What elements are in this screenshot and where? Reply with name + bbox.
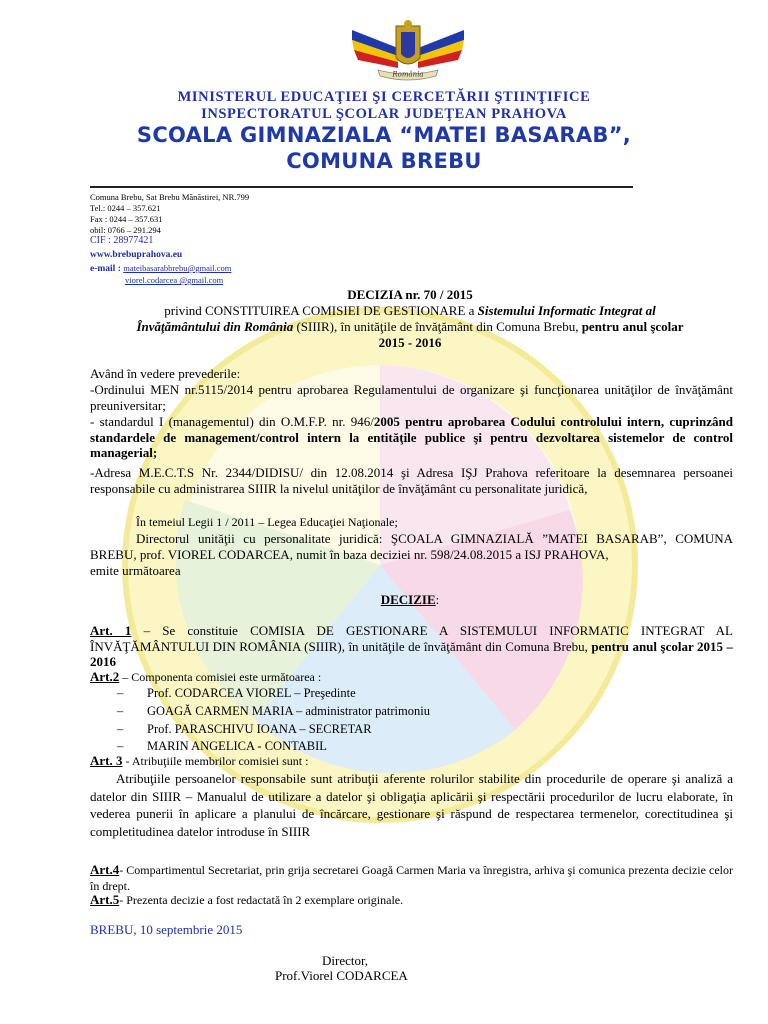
member-2-text: GOAGĂ CARMEN MARIA – administrator patrimoniu [147, 704, 430, 718]
paragraph-5: Directorul unităţii cu personalitate juridică: ŞCOALA GIMNAZIALĂ ”MATEI BASARAB”, COMUNA BREBU, prof. VIOREL CODARCEA, numit în baza deciziei nr. 598/24.08.2015 a ISJ PRAHOVA, [90, 531, 733, 562]
website-link[interactable]: www.brebuprahova.eu [90, 250, 183, 260]
header-divider [90, 186, 633, 188]
subtitle-italic-2: Învăţământului din România [136, 319, 294, 334]
decizie-colon: : [435, 592, 440, 607]
romania-crest-logo [348, 18, 468, 88]
art1-label: Art. 1 [90, 623, 132, 638]
inspectorate-name: INSPECTORATUL ŞCOLAR JUDEŢEAN PRAHOVA [201, 106, 567, 122]
art3-text: - Atribuţiile membrilor comisiei sunt : [122, 754, 309, 768]
article-3-body: Atribuţiile persoanelor responsabile sunt atribuţii aferente rolurilor stabilite din procedurile de operare şi analiză a datelor din SIIIR – Manualul de utilizare a datelor şi obligaţia aplicării şi respectării procedurilor de lucru elaborate, în vederea punerii în aplicare a planului de încărcare, gestionare şi răspund de respectarea termenelor, corectitudinea şi completitudinea datelor introduse în SIIIR [90, 771, 733, 839]
art5-text: - Prezenta decizie a fost redactată în 2 exemplare originale. [119, 893, 404, 907]
article-4 [90, 862, 733, 894]
decision-title: DECIZIA nr. 70 / 2015 [347, 287, 473, 302]
member-3-text: Prof. PARASCHIVU IOANA – SECRETAR [147, 722, 372, 736]
school-name-line1: SCOALA GIMNAZIALA “MATEI BASARAB”, [136, 123, 632, 147]
member-1: – Prof. CODARCEA VIOREL – Preşedinte [117, 686, 356, 700]
paragraph-2 [90, 414, 733, 461]
p2-text: - standardul I (managementul) din O.M.F.P. nr. 946/ [90, 414, 374, 429]
decision-subtitle-1 [90, 303, 730, 319]
member-1-text: Prof. CODARCEA VIOREL – Preşedinte [147, 686, 356, 700]
art1-bold: pentru anul şcolar 2015 – 2016 [90, 638, 734, 669]
email-row [90, 263, 231, 274]
member-4: – MARIN ANGELICA - CONTABIL [117, 739, 327, 753]
p2-bold: 2005 pentru aprobarea Codului controlului intern, cuprinzând standardele de management/control intern la entităţile publice şi pentru dezvoltarea sistemelor de control managerial; [90, 414, 733, 460]
svg-text:România: România [392, 70, 424, 79]
subtitle-text-2: (SIIIR), în unităţile de învăţământ din Comuna Brebu, [293, 319, 582, 334]
email-link-1[interactable]: mateibasarabbrebu@gmail.com [123, 263, 232, 273]
subtitle-italic: Sistemului Informatic Integrat al [477, 303, 656, 318]
art5-label: Art.5 [90, 892, 120, 907]
fax: Fax : 0244 – 357.631 [90, 214, 163, 224]
paragraph-6: emite următoarea [90, 563, 181, 578]
art2-text: – Componenta comisiei este următoarea : [119, 670, 322, 684]
email-label: e-mail : [90, 264, 121, 274]
member-4-text: MARIN ANGELICA - CONTABIL [147, 739, 327, 753]
article-1 [90, 623, 733, 670]
decizie-word: DECIZIE [380, 592, 436, 607]
place-date: BREBU, 10 septembrie 2015 [90, 922, 243, 937]
art3-label: Art. 3 [90, 753, 123, 768]
director-label: Director, [322, 953, 369, 968]
paragraph-4: În temeiul Legii 1 / 2011 – Legea Educaţiei Naţionale; [136, 515, 398, 529]
decision-subtitle-2 [90, 319, 730, 335]
school-name-line2: COMUNA BREBU [286, 149, 482, 173]
member-3: – Prof. PARASCHIVU IOANA – SECRETAR [117, 722, 372, 736]
article-2 [90, 669, 733, 686]
article-5 [90, 892, 733, 909]
decision-year: 2015 - 2016 [378, 335, 442, 350]
decision-heading [90, 592, 730, 608]
address: Comuna Brebu, Sat Brebu Mănăstirei, NR.799 [90, 192, 250, 202]
tel: Tel.: 0244 – 357.621 [90, 203, 161, 213]
paragraph-3: -Adresa M.E.C.T.S Nr. 2344/DIDISU/ din 12.08.2014 şi Adresa IŞJ Prahova referitoare la desemnarea persoanei responsabile cu administrarea SIIIR la nivelul unităţilor de învăţământ cu personalitate juridică, [90, 465, 733, 496]
ministry-name: MINISTERUL EDUCAŢIEI ŞI CERCETĂRII ŞTIINŢIFICE [177, 89, 591, 105]
member-2: – GOAGĂ CARMEN MARIA – administrator patrimoniu [117, 704, 430, 718]
art2-label: Art.2 [90, 669, 120, 684]
paragraph-1: -Ordinului MEN nr.5115/2014 pentru aprobarea Regulamentului de organizare şi funcţionarea unităţilor de învăţământ preuniversitar; [90, 382, 733, 413]
art4-text: - Compartimentul Secretariat, prin grija secretarei Goagă Carmen Maria va înregistra, arhiva şi comunica prezenta decizie celor în drept. [90, 863, 733, 893]
art4-label: Art.4 [90, 862, 120, 877]
intro: Având în vedere prevederile: [90, 366, 241, 381]
subtitle-bold: pentru anul şcolar [581, 319, 684, 334]
mobile: obil: 0766 – 291.294 [90, 225, 161, 235]
director-name: Prof.Viorel CODARCEA [275, 968, 408, 983]
art1-text: – Se constituie COMISIA DE GESTIONARE A SISTEMULUI INFORMATIC INTEGRAT AL ÎNVĂŢĂMÂNTULUI DIN ROMÂNIA (SIIIR), în unităţile de învăţământ din Comuna Brebu, [90, 623, 733, 654]
cif: CIF : 28977421 [90, 235, 154, 246]
email-link-2[interactable]: viorel.codarcea @gmail.com [125, 275, 224, 285]
article-3 [90, 753, 733, 770]
subtitle-text: privind CONSTITUIREA COMISIEI DE GESTIONARE a [164, 303, 478, 318]
